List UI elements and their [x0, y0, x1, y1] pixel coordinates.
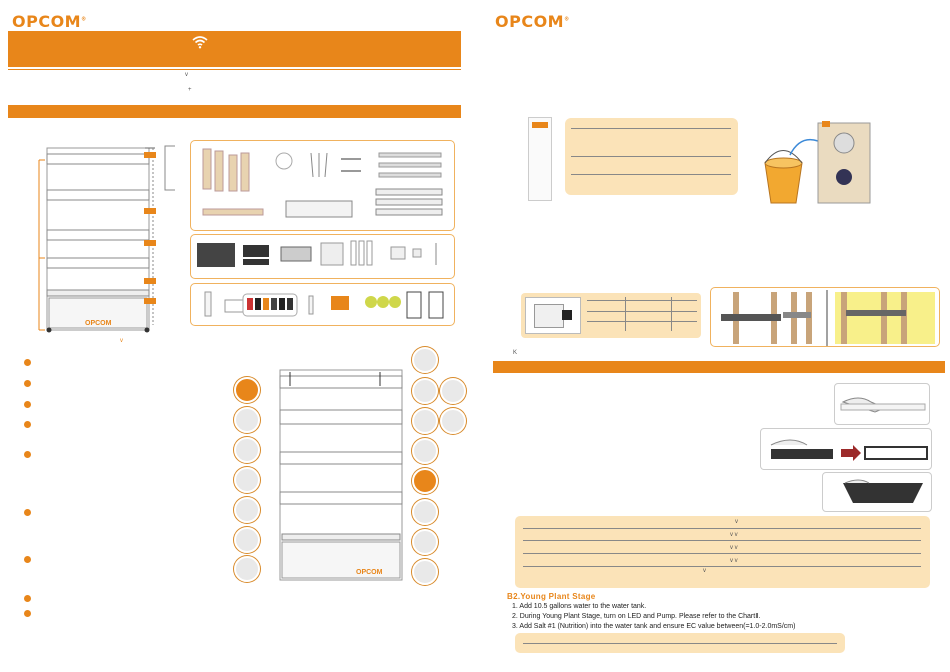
right-logo: OPCOM® [495, 12, 570, 31]
b2-step-2: 2. During Young Plant Stage, turn on LED and Pump. Please refer to the ChartⅡ. [512, 613, 761, 620]
detail-circle-r8 [412, 499, 438, 525]
bullet-5 [24, 451, 31, 458]
b2-step-1: 1. Add 10.5 gallons water to the water tank. [512, 603, 647, 610]
schedule-chart-1 [515, 516, 930, 588]
b2-step-3: 3. Add Salt #1 (Nutrition) into the water tank and ensure EC value between(=1.0-2.0mS/cm) [512, 623, 796, 630]
chart-mark-5: v [703, 568, 706, 574]
detail-circle-l7 [234, 556, 260, 582]
bullet-8 [24, 595, 31, 602]
chart-mark-1: v [735, 519, 738, 525]
detail-circle-r9 [412, 529, 438, 555]
detail-circle-r1 [412, 347, 438, 373]
detail-circle-r5 [440, 408, 466, 434]
detail-circle-r3 [440, 378, 466, 404]
device-spec-card [521, 293, 701, 338]
bullet-3 [24, 401, 31, 408]
left-divider-1 [8, 69, 461, 70]
right-section-bar [493, 361, 945, 373]
left-logo: OPCOM® [12, 12, 87, 31]
note-mark-1: v [185, 72, 188, 78]
wifi-icon [192, 35, 208, 49]
left-header-bar [8, 31, 461, 67]
detail-circle-l2 [234, 407, 260, 433]
bullet-9 [24, 610, 31, 617]
figure-caption-mark: v [120, 338, 123, 344]
detail-circle-r7 [412, 468, 438, 494]
detail-circle-r2 [412, 378, 438, 404]
chart-mark-4: v v [730, 558, 738, 564]
info-table-box [565, 118, 738, 195]
bullet-1 [24, 359, 31, 366]
bullet-6 [24, 509, 31, 516]
bucket-pump-illustration [760, 113, 890, 213]
detail-circle-l6 [234, 527, 260, 553]
chart-mark-3: v v [730, 545, 738, 551]
corner-mark: K [513, 350, 518, 356]
shelf-install-panel [710, 287, 940, 347]
parts-panel-3 [190, 283, 455, 326]
detail-circle-l4 [234, 467, 260, 493]
b2-title: B2.Young Plant Stage [507, 592, 596, 601]
chart-mark-2: v v [730, 532, 738, 538]
step-illustration-3 [822, 472, 932, 512]
device-card [528, 117, 552, 201]
note-mark-2: + [188, 87, 192, 93]
rack-brand: OPCOM [85, 320, 112, 327]
detail-circle-r10 [412, 559, 438, 585]
left-section-bar [8, 105, 461, 118]
bullet-2 [24, 380, 31, 387]
detail-circle-r6 [412, 438, 438, 464]
detail-circle-l3 [234, 437, 260, 463]
parts-panel-2 [190, 234, 455, 279]
step-illustration-1 [834, 383, 930, 425]
parts-panel-1 [190, 140, 455, 231]
bullet-7 [24, 556, 31, 563]
rack-illustration [35, 140, 175, 335]
step-illustration-2 [760, 428, 932, 470]
detail-circle-r4 [412, 408, 438, 434]
svg-text:OPCOM: OPCOM [356, 569, 383, 576]
detail-circle-l1 [234, 377, 260, 403]
bullet-4 [24, 421, 31, 428]
detail-circle-l5 [234, 497, 260, 523]
schedule-chart-2 [515, 633, 845, 653]
